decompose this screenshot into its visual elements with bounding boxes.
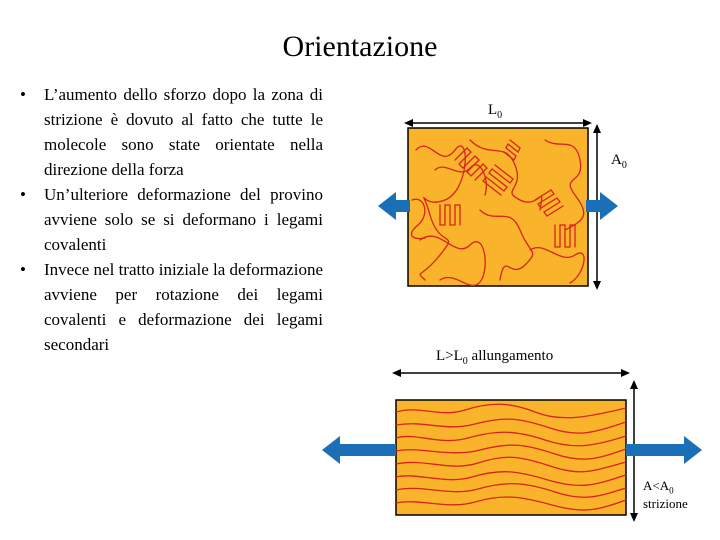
left-force-arrow bbox=[322, 436, 396, 464]
bullet-text: Un’ulteriore deformazione del provino avviene solo se si deformano i legami covalenti bbox=[44, 185, 323, 254]
bullet-marker: • bbox=[20, 260, 26, 279]
bullet-text: Invece nel tratto iniziale la deformazione avviene per rotazione dei legami covalenti e deformazione dei legami secondari bbox=[44, 260, 323, 354]
bullet-marker: • bbox=[20, 85, 26, 104]
bullet-marker: • bbox=[20, 185, 26, 204]
left-force-arrow bbox=[378, 192, 410, 220]
necking-label: $A<A_0$ strizione bbox=[643, 478, 688, 511]
initial-area-label: $A_0$ bbox=[611, 152, 627, 171]
right-force-arrow bbox=[626, 436, 702, 464]
initial-length-label: $L_0$ bbox=[488, 102, 503, 121]
right-force-arrow bbox=[586, 192, 618, 220]
slide-title: Orientazione bbox=[282, 30, 438, 63]
elongation-label: $L>L_0$ allungamento bbox=[436, 348, 554, 367]
bullet-text: L’aumento dello sforzo dopo la zona di strizione è dovuto al fatto che tutte le molecole sono state orientate nella direzione della forza bbox=[44, 85, 323, 179]
